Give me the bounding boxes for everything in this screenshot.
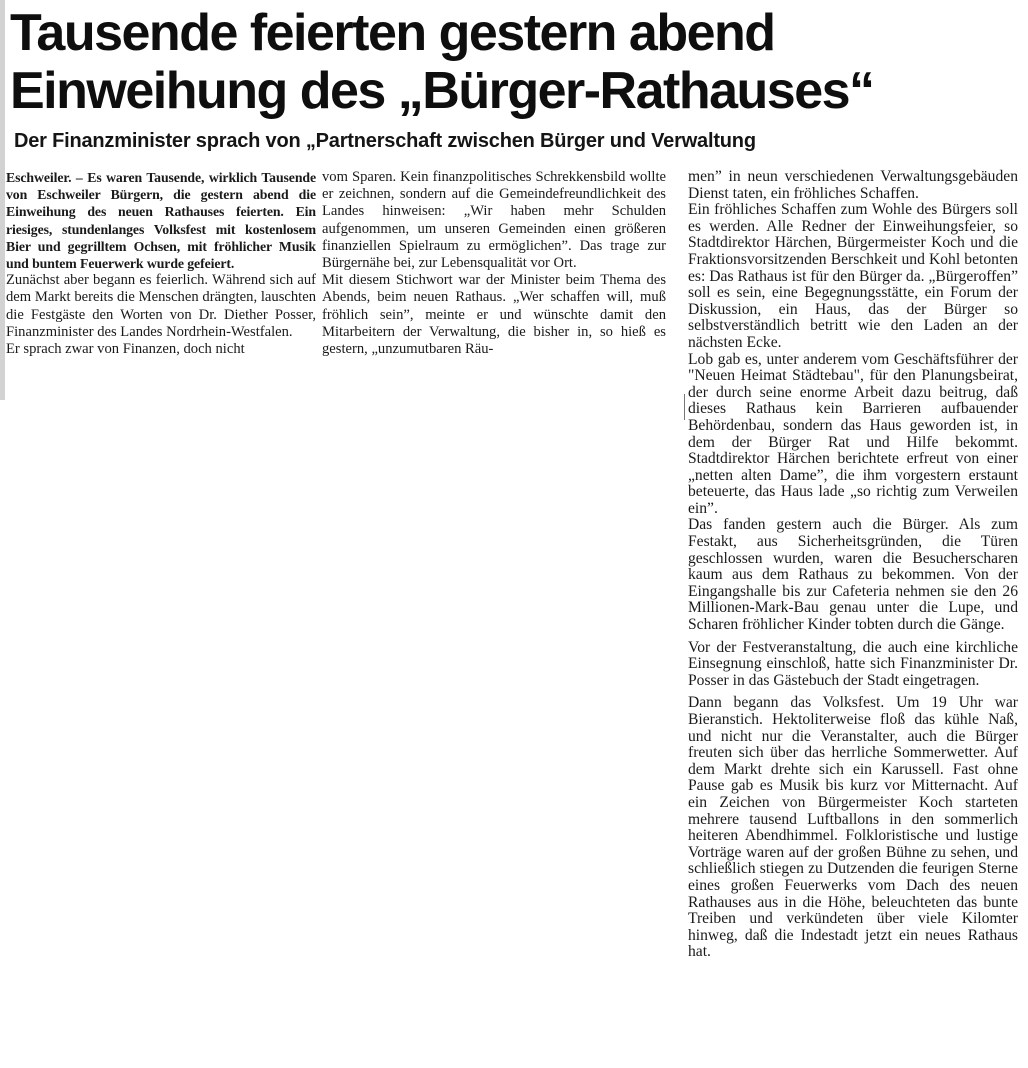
column-1-paragraph-1: Zunächst aber begann es feierlich. Während sich auf dem Markt bereits die Menschen drängten, lauschten die Festgäste den Worten von Dr. Diether Posser, Finanzminister des Landes Nordrhein-Westfalen. [6, 272, 316, 340]
article-headline [10, 4, 1020, 120]
scan-edge-shadow [0, 0, 5, 400]
column-3-paragraph-5: Vor der Festveranstaltung, die auch eine kirchliche Einsegnung einschloß, hatte sich Finanzminister Dr. Posser in das Gästebuch der Stadt eingetragen. [688, 638, 1018, 689]
column-3-paragraph-3: Lob gab es, unter anderem vom Geschäftsführer der "Neuen Heimat Städtebau", für den Planungsbeirat, der durch seine enorme Arbeit dazu beitrug, daß dieses Rathaus kein Barrieren aufbauender Behördenbau, sondern das Haus geworden ist, in dem der Bürger Rat und Hilfe bekommt. Stadtdirektor Härchen berichtete erfreut von einer „netten alten Dame”, die ihm vorgestern erstaunt beteuerte, das Haus lade „so richtig zum Verweilen ein”. [688, 350, 1018, 517]
article-column-1 [6, 169, 316, 394]
column-2-paragraph-2: Mit diesem Stichwort war der Minister beim Thema des Abends, beim neuen Rathaus. „Wer schaffen will, muß fröhlich sein”, meinte er und wünschte damit den Mitarbeitern der Verwaltung, die bisher in, so hieß es gestern, „unzumutbaren Räu- [322, 272, 666, 358]
column-3-paragraph-6: Dann begann das Volksfest. Um 19 Uhr war Bieranstich. Hektoliterweise floß das kühle Naß, und nicht nur die Veranstalter, auch die Bürger freuten sich über das herrliche Sommerwetter. Auf dem Markt drehte sich ein Karussell. Fast ohne Pause gab es Musik bis kurz vor Mitternacht. Auf ein Zeichen von Bürgermeister Koch starteten mehrere tausend Luftballons in den sommerlich heiteren Abendhimmel. Folkloristische und lustige Vorträge waren auf der großen Bühne zu sehen, und schließlich stiegen zu Dutzenden die feurigen Sterne eines großen Feuerwerks vom Dach des neuen Rathauses aus in die Höhe, beleuchteten das bunte Treiben und verkündeten über viele Kilomter hinweg, daß die Indestadt jetzt ein neues Rathaus hat. [688, 694, 1018, 961]
column-divider [684, 394, 685, 420]
headline-line-1: Tausende feierten gestern abend [10, 4, 775, 62]
column-1-paragraph-2: Er sprach zwar von Finanzen, doch nicht [6, 341, 245, 358]
column-2-paragraph-1: vom Sparen. Kein finanzpolitisches Schrekkensbild wollte er zeichnen, sondern auf die Gemeindefreundlichkeit des Landes hinweisen: „Wir haben mehr Schulden aufgenommen, um unseren Gemeinden einen größeren finanziellen Spielraum zu ermöglichen”. Das trage zur Bürgernähe bei, zur Lebensqualität vor Ort. [322, 169, 666, 272]
article-lead-paragraph: Eschweiler. – Es waren Tausende, wirklich Tausende von Eschweiler Bürgern, die gestern abend die Einweihung des neuen Rathauses feierten. Ein riesiges, stundenlanges Volksfest mit kostenlosem Bier und gegrilltem Ochsen, mit fröhlicher Musik und buntem Feuerwerk wurde gefeiert. [6, 170, 316, 272]
article-column-2 [322, 169, 666, 394]
column-3-paragraph-4: Das fanden gestern auch die Bürger. Als zum Festakt, aus Sicherheitsgründen, die Türen geschlossen wurden, waren die Besucherscharen kaum aus dem Rathaus zu bekommen. Von der Eingangshalle bis zur Cafeteria nehmen sie den 26 Millionen-Mark-Bau genau unter die Lupe, und Scharen fröhlicher Kinder tobten durch die Gänge. [688, 516, 1018, 634]
column-3-paragraph-1: men” in neun verschiedenen Verwaltungsgebäuden Dienst taten, ein fröhliches Schaffen. [688, 169, 1018, 202]
headline-line-2: Einweihung des „Bürger-Rathauses“ [10, 62, 874, 120]
article-column-3 [688, 169, 1018, 1064]
article-subheadline: Der Finanzminister sprach von „Partnerschaft zwischen Bürger und Verwaltung [14, 130, 756, 152]
column-3-paragraph-2: Ein fröhliches Schaffen zum Wohle des Bürgers soll es werden. Alle Redner der Einweihungsfeier, so Stadtdirektor Härchen, Bürgermeister Koch und die Fraktionsvorsitzenden Berschkeit und Kohl betonten es: Das Rathaus ist für den Bürger da. „Bürgeroffen” soll es sein, eine Begegnungsstätte, ein Forum der Diskussion, ein Haus, das der Bürger so selbstverständlich betritt wie den Laden an der nächsten Ecke. [688, 201, 1018, 351]
